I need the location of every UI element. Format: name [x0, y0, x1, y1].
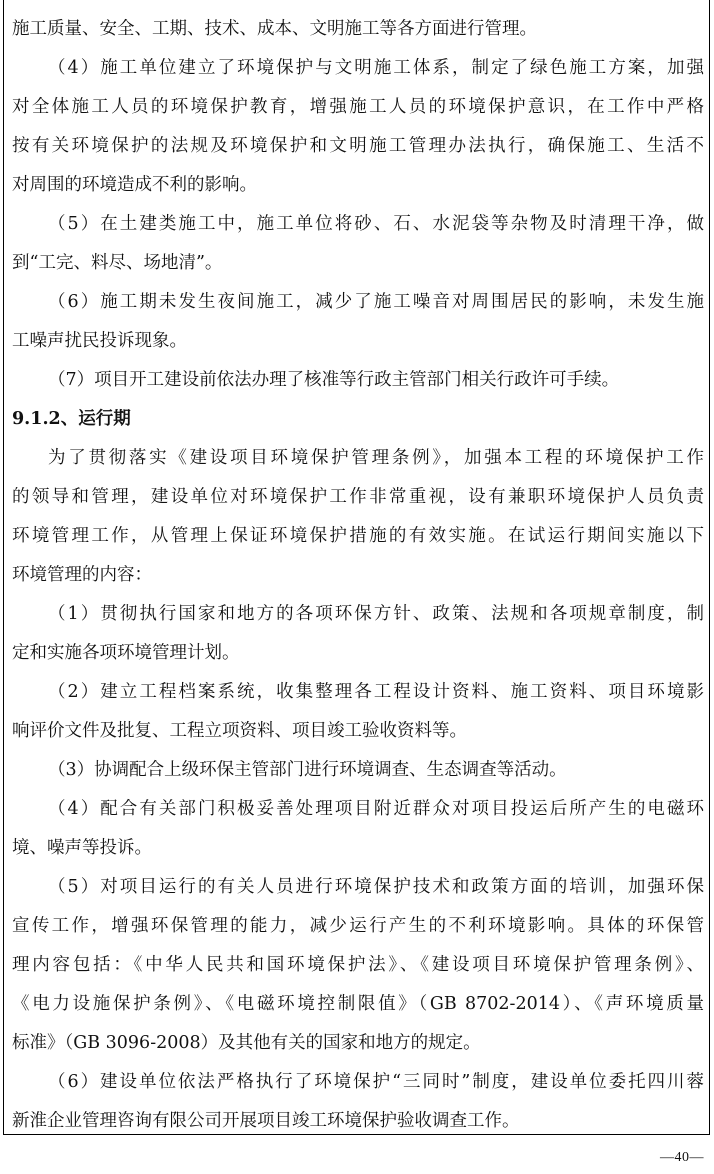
text-line: （4）施工单位建立了环境保护与文明施工体系，制定了绿色施工方案，加强 — [48, 58, 704, 78]
text-line: 宣传工作，增强环保管理的能力，减少运行产生的不利环境影响。具体的环保管 — [12, 916, 704, 936]
text-line: 环境管理的内容： — [12, 565, 152, 585]
text-line: 按有关环境保护的法规及环境保护和文明施工管理办法执行，确保施工、生活不 — [12, 136, 704, 156]
text-line: 标准》（GB 3096-2008）及其他有关的国家和地方的规定。 — [12, 1033, 481, 1053]
page-number: —40— — [660, 1150, 704, 1165]
text-line: 的领导和管理，建设单位对环境保护工作非常重视，设有兼职环境保护人员负责 — [12, 487, 704, 507]
text-line: 环境管理工作，从管理上保证环境保护措施的有效实施。在试运行期间实施以下 — [12, 526, 704, 546]
document-body — [12, 10, 704, 1141]
section-heading: 9.1.2、运行期 — [12, 409, 131, 429]
text-line: 施工质量、安全、工期、技术、成本、文明施工等各方面进行管理。 — [12, 19, 537, 39]
text-line: （7）项目开工建设前依法办理了核准等行政主管部门相关行政许可手续。 — [48, 370, 620, 390]
text-line: 到“工完、料尽、场地清”。 — [12, 253, 223, 273]
text-line: 《电力设施保护条例》、《电磁环境控制限值》（GB 8702-2014）、《声环境质量 — [12, 994, 704, 1014]
text-line: 响评价文件及批复、工程立项资料、项目竣工验收资料等。 — [12, 721, 467, 741]
text-line: （6）建设单位依法严格执行了环境保护“三同时”制度，建设单位委托四川蓉 — [48, 1072, 704, 1092]
text-line: （1）贯彻执行国家和地方的各项环保方针、政策、法规和各项规章制度，制 — [48, 604, 704, 624]
text-line: 境、噪声等投诉。 — [12, 838, 152, 858]
text-line: 理内容包括：《中华人民共和国环境保护法》、《建设项目环境保护管理条例》、 — [12, 955, 704, 975]
text-line: （5）对项目运行的有关人员进行环境保护技术和政策方面的培训，加强环保 — [48, 877, 704, 897]
text-line: （2）建立工程档案系统，收集整理各工程设计资料、施工资料、项目环境影 — [48, 682, 704, 702]
text-line: 为了贯彻落实《建设项目环境保护管理条例》，加强本工程的环境保护工作 — [48, 448, 704, 468]
text-line: （6）施工期未发生夜间施工，减少了施工噪音对周围居民的影响，未发生施 — [48, 292, 704, 312]
text-line: 对周围的环境造成不利的影响。 — [12, 175, 257, 195]
text-line: 对全体施工人员的环境保护教育，增强施工人员的环境保护意识，在工作中严格 — [12, 97, 704, 117]
text-line: （4）配合有关部门积极妥善处理项目附近群众对项目投运后所产生的电磁环 — [48, 799, 704, 819]
text-line: 工噪声扰民投诉现象。 — [12, 331, 187, 351]
text-line: （5）在土建类施工中，施工单位将砂、石、水泥袋等杂物及时清理干净，做 — [48, 214, 704, 234]
text-line: （3）协调配合上级环保主管部门进行环境调查、生态调查等活动。 — [48, 760, 567, 780]
text-line: 定和实施各项环境管理计划。 — [12, 643, 240, 663]
text-line: 新淮企业管理咨询有限公司开展项目竣工环境保护验收调查工作。 — [12, 1111, 520, 1131]
